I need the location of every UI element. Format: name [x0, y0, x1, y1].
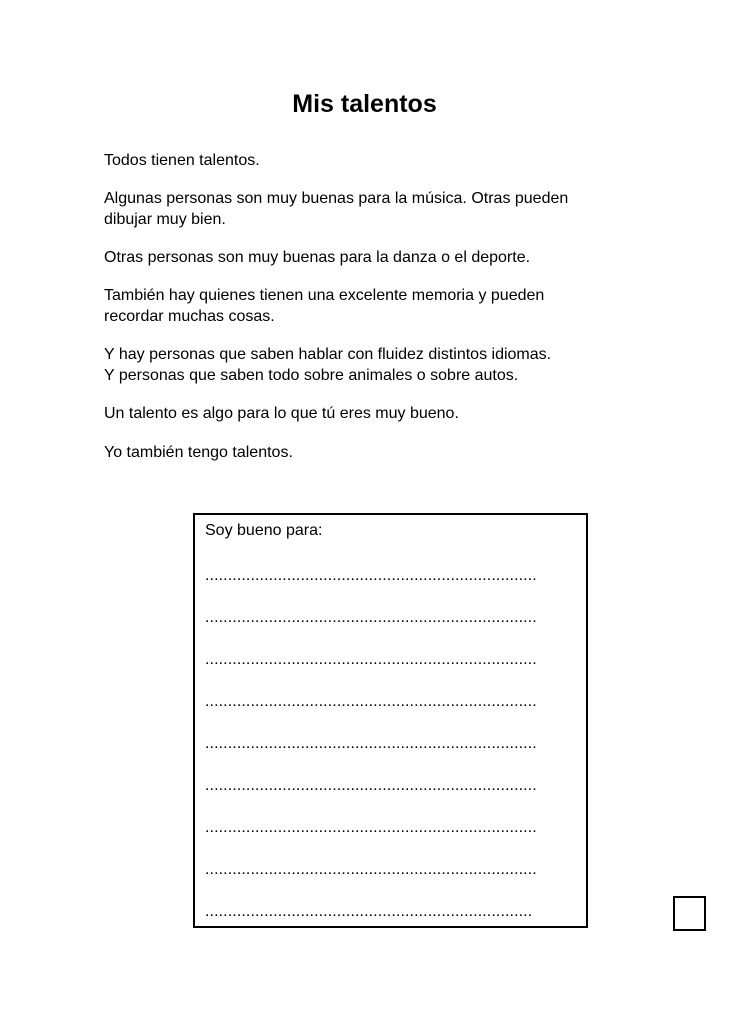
writing-line: .........................................................................: [205, 609, 537, 626]
paragraph: Otras personas son muy buenas para la danza o el deporte.: [104, 249, 531, 266]
writing-line: .........................................................................: [205, 735, 537, 752]
writing-line: .........................................................................: [205, 567, 537, 584]
paragraph: Yo también tengo talentos.: [104, 444, 293, 461]
writing-line: .........................................................................: [205, 777, 537, 794]
writing-line: .........................................................................: [205, 861, 537, 878]
writing-line: .........................................................................: [205, 819, 537, 836]
box-heading: Soy bueno para:: [205, 522, 323, 539]
writing-line: ........................................................................: [205, 903, 533, 920]
page-number-box: [673, 896, 706, 931]
paragraph: Algunas personas son muy buenas para la música. Otras pueden dibujar muy bien.: [104, 190, 569, 228]
paragraph: Un talento es algo para lo que tú eres muy bueno.: [104, 405, 459, 422]
writing-line: .........................................................................: [205, 693, 537, 710]
talent-box: [193, 513, 588, 928]
body-text: [104, 150, 644, 463]
paragraph: Todos tienen talentos.: [104, 152, 260, 169]
paragraph: También hay quienes tienen una excelente memoria y pueden recordar muchas cosas.: [104, 287, 545, 325]
writing-line: .........................................................................: [205, 651, 537, 668]
paragraph: Y hay personas que saben hablar con fluidez distintos idiomas. Y personas que saben todo sobre animales o sobre autos.: [104, 346, 552, 384]
page-title: Mis talentos: [292, 90, 437, 118]
